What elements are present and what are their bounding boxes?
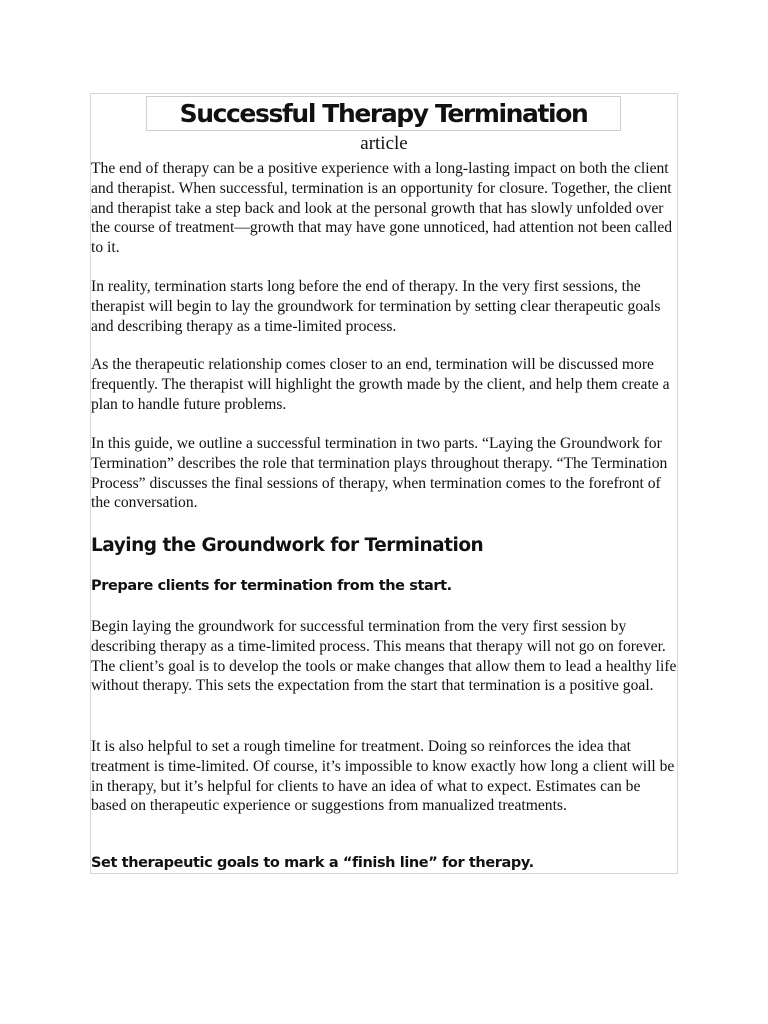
document-title: Successful Therapy Termination <box>146 96 621 131</box>
document-subtitle: article <box>360 133 408 154</box>
document-page <box>90 93 678 874</box>
section-heading: Laying the Groundwork for Termination <box>91 535 484 556</box>
intro-paragraph: In reality, termination starts long before the end of therapy. In the very first sessions, the therapist will begin to lay the groundwork for termination by setting clear therapeutic goals and describing therapy as a time-limited process. <box>91 278 661 335</box>
body-paragraph: It is also helpful to set a rough timeline for treatment. Doing so reinforces the idea that treatment is time-limited. Of course, it’s impossible to know exactly how long a client will be in therapy, but it’s helpful for clients to have an idea of what to expect. Estimates can be based on therapeutic experience or suggestions from manualized treatments. <box>91 738 675 815</box>
body-paragraph: Begin laying the groundwork for successful termination from the very first session by describing therapy as a time-limited process. This means that therapy will not go on forever. The client’s goal is to develop the tools or make changes that allow them to lead a healthy life without therapy. This sets the expectation from the start that termination is a positive goal. <box>91 618 677 695</box>
subheading: Set therapeutic goals to mark a “finish line” for therapy. <box>91 855 534 871</box>
subheading: Prepare clients for termination from the start. <box>91 578 452 594</box>
intro-paragraph: In this guide, we outline a successful termination in two parts. “Laying the Groundwork for Termination” describes the role that termination plays throughout therapy. “The Termination Process” discusses the final sessions of therapy, when termination comes to the forefront of the conversation. <box>91 435 668 512</box>
intro-paragraph: As the therapeutic relationship comes closer to an end, termination will be discussed more frequently. The therapist will highlight the growth made by the client, and help them create a plan to handle future problems. <box>91 356 670 413</box>
intro-paragraph: The end of therapy can be a positive experience with a long-lasting impact on both the client and therapist. When successful, termination is an opportunity for closure. Together, the client and therapist take a step back and look at the personal growth that has slowly unfolded over the course of treatment—growth that may have gone unnoticed, had attention not been called to it. <box>91 160 673 257</box>
